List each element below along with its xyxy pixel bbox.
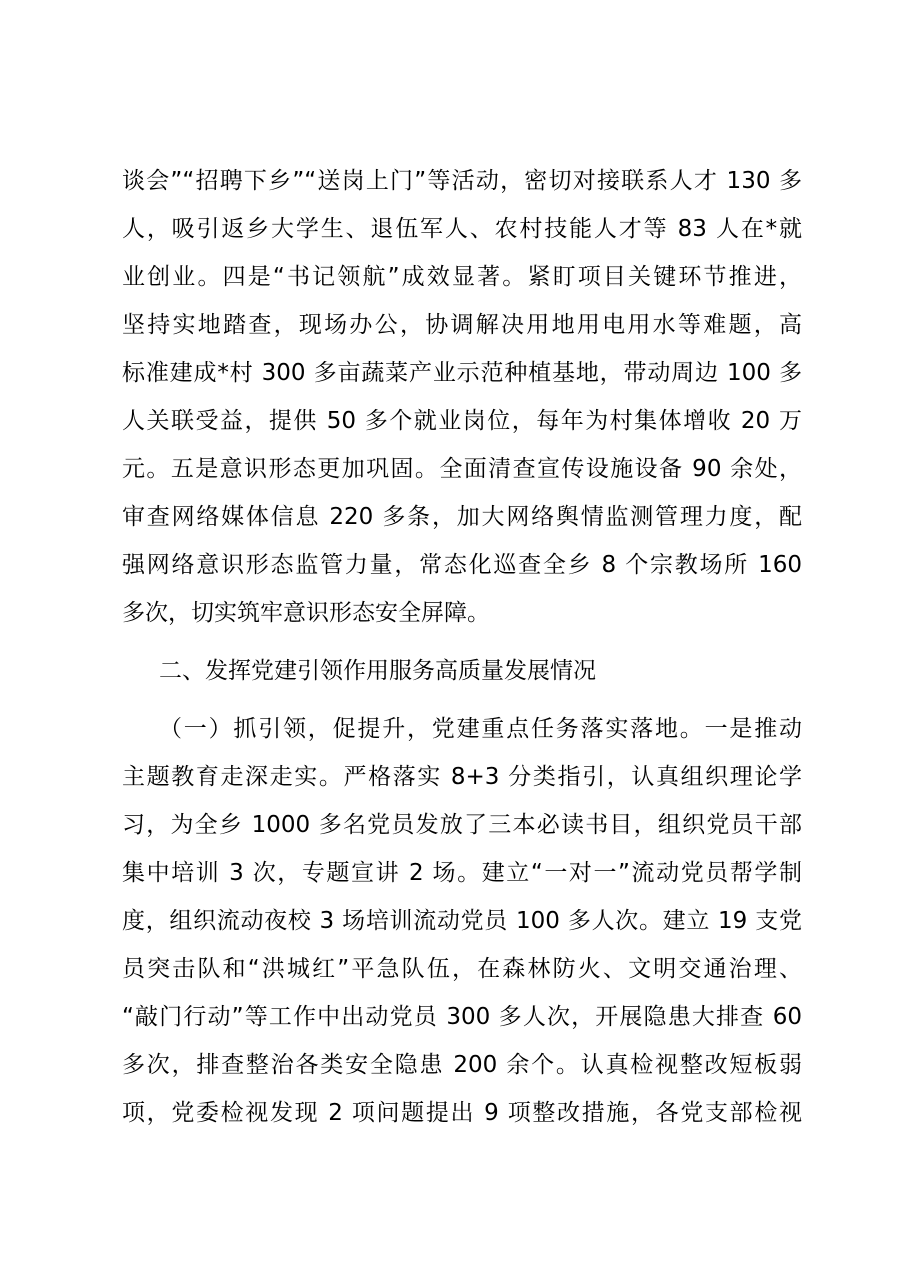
paragraph-line: 标准建成*村 300 多亩蔬菜产业示范种植基地，带动周边 100 多 bbox=[122, 360, 802, 386]
paragraph-line: 主题教育走深走实。严格落实 8+3 分类指引，认真组织理论学 bbox=[122, 764, 802, 790]
paragraph-line: 多次，排查整治各类安全隐患 200 余个。认真检视整改短板弱 bbox=[122, 1052, 802, 1078]
paragraph-line: 元。五是意识形态更加巩固。全面清查宣传设施设备 90 余处， bbox=[122, 456, 802, 482]
paragraph-line: 员突击队和“洪城红”平急队伍，在森林防火、文明交通治理、 bbox=[122, 956, 802, 982]
paragraph-line: 习，为全乡 1000 多名党员发放了三本必读书目，组织党员干部 bbox=[122, 812, 802, 838]
section-heading: 二、发挥党建引领作用服务高质量发展情况 bbox=[159, 658, 596, 684]
paragraph-line: 人关联受益，提供 50 多个就业岗位，每年为村集体增收 20 万 bbox=[122, 408, 802, 434]
paragraph-1 bbox=[122, 157, 802, 637]
paragraph-line: 谈会”“招聘下乡”“送岗上门”等活动，密切对接联系人才 130 多 bbox=[122, 168, 802, 194]
paragraph-line: 多次，切实筑牢意识形态安全屏障。 bbox=[122, 600, 490, 626]
paragraph-line: 业创业。四是“书记领航”成效显著。紧盯项目关键环节推进， bbox=[122, 264, 802, 290]
paragraph-gap bbox=[122, 637, 802, 647]
paragraph-line: “敲门行动”等工作中出动党员 300 多人次，开展隐患大排查 60 bbox=[122, 1004, 802, 1030]
paragraph-line: 审查网络媒体信息 220 多条，加大网络舆情监测管理力度，配 bbox=[122, 504, 802, 530]
paragraph-line: （一）抓引领，促提升，党建重点任务落实落地。一是推动 bbox=[159, 716, 802, 742]
paragraph-line: 人，吸引返乡大学生、退伍军人、农村技能人才等 83 人在*就 bbox=[122, 216, 802, 242]
paragraph-gap bbox=[122, 695, 802, 705]
paragraph-line: 集中培训 3 次，专题宣讲 2 场。建立“一对一”流动党员帮学制 bbox=[122, 860, 802, 886]
paragraph-line: 坚持实地踏查，现场办公，协调解决用地用电用水等难题，高 bbox=[122, 312, 802, 338]
paragraph-2 bbox=[122, 705, 802, 1137]
document-body bbox=[122, 157, 802, 1137]
paragraph-line: 项，党委检视发现 2 项问题提出 9 项整改措施，各党支部检视 bbox=[122, 1100, 802, 1126]
paragraph-line: 强网络意识形态监管力量，常态化巡查全乡 8 个宗教场所 160 bbox=[122, 552, 802, 578]
paragraph-line: 度，组织流动夜校 3 场培训流动党员 100 多人次。建立 19 支党 bbox=[122, 908, 802, 934]
